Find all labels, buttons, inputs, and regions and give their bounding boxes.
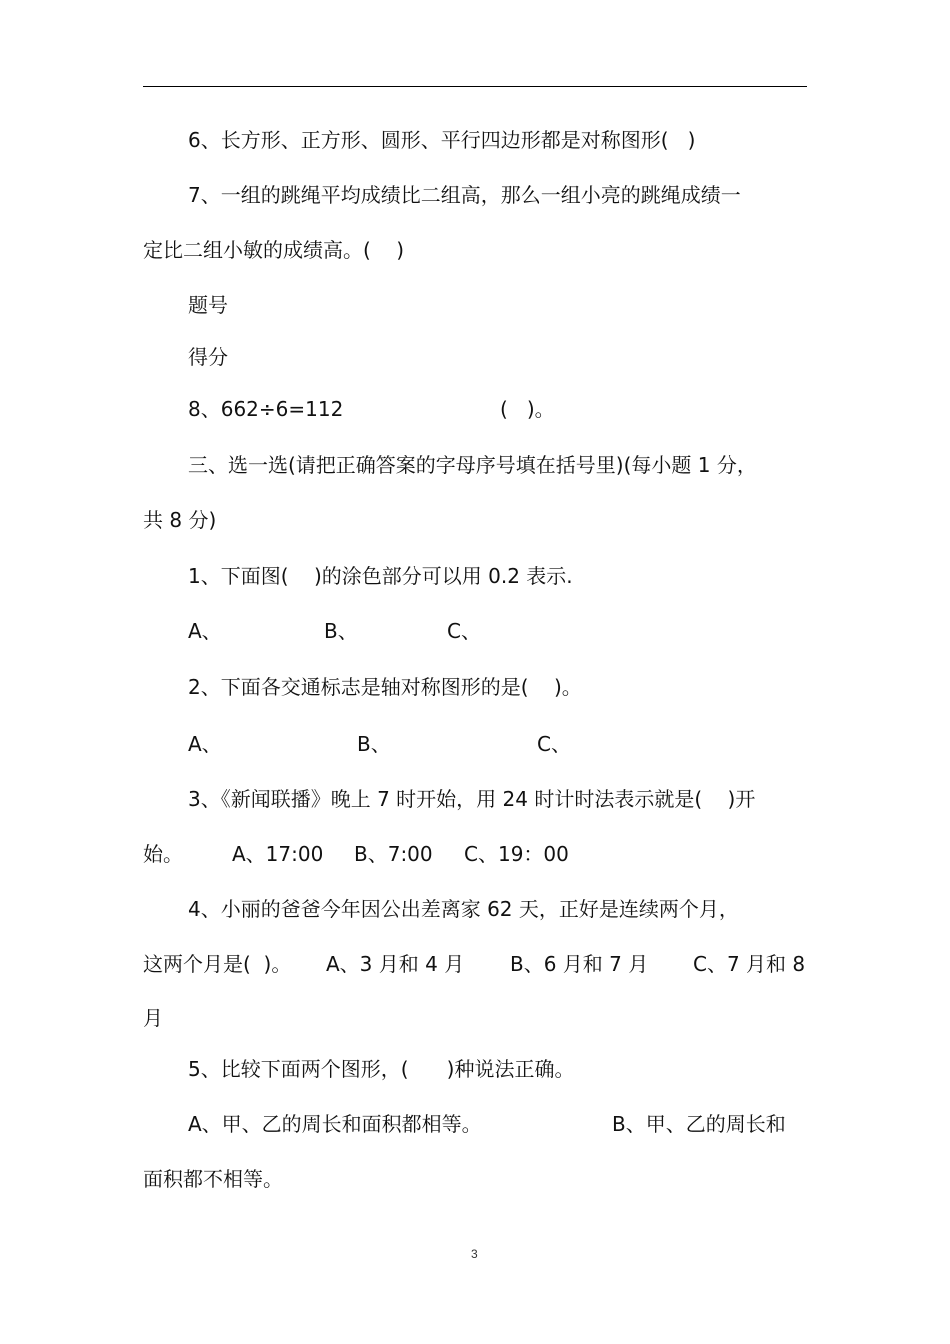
question-line: 6、长方形、正方形、圆形、平行四边形都是对称图形( ) [188, 128, 696, 152]
header-rule [143, 86, 807, 87]
page-number: 3 [471, 1247, 478, 1261]
question-line: 7、一组的跳绳平均成绩比二组高，那么一组小亮的跳绳成绩一 [188, 183, 741, 207]
question-line: 4、小丽的爸爸今年因公出差离家 62 天，正好是连续两个月， [188, 897, 739, 921]
option-b: B、甲、乙的周长和 [612, 1112, 786, 1136]
question-line: 这两个月是( )。 [143, 952, 292, 976]
option-b: B、 [357, 732, 391, 756]
section-heading: 三、选一选(请把正确答案的字母序号填在括号里)(每小题 1 分， [188, 453, 757, 477]
question-line: 3、《新闻联播》晚上 7 时开始，用 24 时计时法表示就是( )开 [188, 787, 756, 811]
option-a: A、17:00 [232, 842, 324, 866]
option-b: B、7:00 [354, 842, 433, 866]
question-line: 8、662÷6=112 [188, 397, 344, 421]
option-a: A、 [188, 732, 222, 756]
option-a: A、甲、乙的周长和面积都相等。 [188, 1112, 482, 1136]
question-line: 定比二组小敏的成绩高。( ) [143, 238, 405, 262]
option-c: C、19：00 [464, 842, 569, 866]
question-line: 月 [143, 1006, 163, 1030]
question-line: 2、下面各交通标志是轴对称图形的是( )。 [188, 675, 582, 699]
option-c: C、7 月和 8 [693, 952, 806, 976]
option-a: A、3 月和 4 月 [326, 952, 465, 976]
section-heading: 共 8 分) [143, 508, 217, 532]
option-c: C、 [537, 732, 571, 756]
option-b: B、 [324, 619, 358, 643]
option-c: C、 [447, 619, 481, 643]
question-line: 5、比较下面两个图形，( )种说法正确。 [188, 1057, 575, 1081]
table-label-score: 得分 [188, 345, 228, 369]
option-a: A、 [188, 619, 222, 643]
table-label-question-number: 题号 [188, 293, 228, 317]
question-line: 始。 [143, 842, 183, 866]
option-b-continued: 面积都不相等。 [143, 1167, 283, 1191]
question-line: 1、下面图( )的涂色部分可以用 0.2 表示. [188, 564, 573, 588]
answer-blank: ( )。 [500, 397, 555, 421]
option-b: B、6 月和 7 月 [510, 952, 649, 976]
